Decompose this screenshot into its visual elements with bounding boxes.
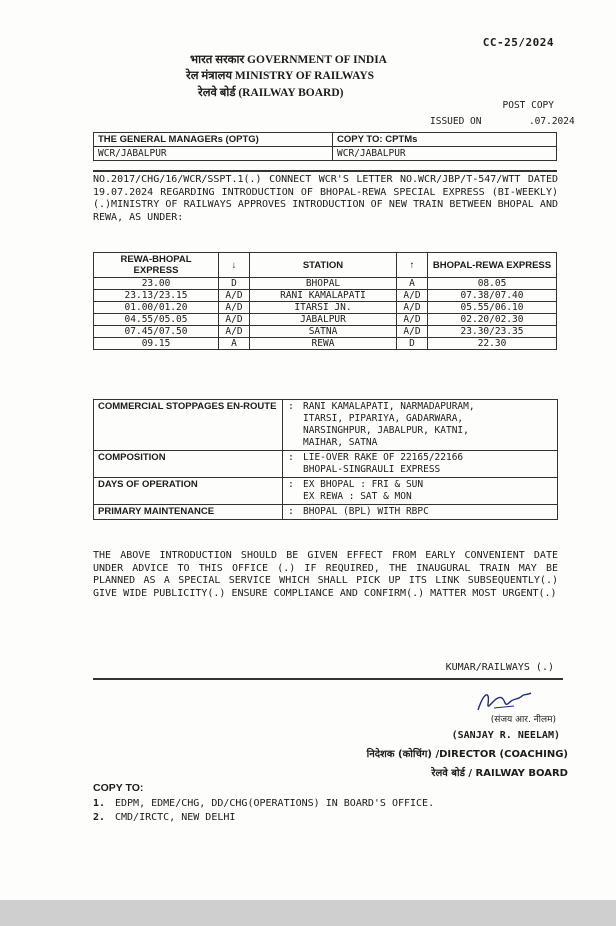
header-government: भारत सरकार GOVERNMENT OF INDIA <box>190 54 387 66</box>
to-place: WCR/JABALPUR <box>94 147 333 161</box>
timetable-header-down-train: REWA-BHOPAL EXPRESS <box>94 253 219 278</box>
up-ad: A/D <box>397 326 428 338</box>
detail-label: PRIMARY MAINTENANCE <box>94 505 283 520</box>
header-ministry: रेल मंत्रालय MINISTRY OF RAILWAYS <box>186 70 375 82</box>
detail-line: EX REWA : SAT & MON <box>303 491 412 502</box>
detail-label: COMMERCIAL STOPPAGES EN-ROUTE <box>94 400 283 451</box>
station: JABALPUR <box>250 314 397 326</box>
up-ad: A <box>397 278 428 290</box>
up-time: 08.05 <box>428 278 557 290</box>
copy-to-title: COPY TO: <box>93 782 144 794</box>
table-row <box>94 302 557 314</box>
detail-line: EX BHOPAL : FRI & SUN <box>303 479 424 490</box>
table-row <box>94 278 557 290</box>
detail-row-maintenance: PRIMARY MAINTENANCE : BHOPAL (BPL) WITH RBPC <box>94 505 558 520</box>
down-time: 01.00/01.20 <box>94 302 219 314</box>
signatory-hindi-name: (संजय आर. नीलम) <box>490 715 556 725</box>
down-ad: A/D <box>219 290 250 302</box>
down-ad: A/D <box>219 302 250 314</box>
timetable-header-station: STATION <box>250 253 397 278</box>
down-time: 07.45/07.50 <box>94 326 219 338</box>
signatory-board: रेलवे बोर्ड / RAILWAY BOARD <box>431 768 568 779</box>
detail-line: RANI KAMALAPATI, NARMADAPURAM, <box>303 401 475 412</box>
sign-off: KUMAR/RAILWAYS (.) <box>445 662 554 673</box>
detail-label: COMPOSITION <box>94 451 283 478</box>
detail-line: LIE-OVER RAKE OF 22165/22166 <box>303 452 464 463</box>
detail-row-days: DAYS OF OPERATION : EX BHOPAL : FRI & SUN EX REWA : SAT & MON <box>94 478 558 505</box>
down-ad: A <box>219 338 250 350</box>
detail-line: NARSINGHPUR, JABALPUR, KATNI, <box>303 425 469 436</box>
signatory-name: (SANJAY R. NEELAM) <box>451 730 560 741</box>
to-title: THE GENERAL MANAGERs (OPTG) <box>94 133 333 147</box>
issued-on-label: ISSUED ON <box>430 116 482 127</box>
copy-place: WCR/JABALPUR <box>333 147 557 161</box>
divider <box>93 678 563 680</box>
down-ad: D <box>219 278 250 290</box>
down-time: 23.00 <box>94 278 219 290</box>
table-row <box>94 338 557 350</box>
detail-label: DAYS OF OPERATION <box>94 478 283 505</box>
down-ad: A/D <box>219 326 250 338</box>
list-text: EDPM, EDME/CHG, DD/CHG(OPERATIONS) IN BOARD'S OFFICE. <box>115 798 435 809</box>
reference-number: CC-25/2024 <box>482 36 554 49</box>
down-arrow-icon: ↓ <box>219 253 250 278</box>
list-text: CMD/IRCTC, NEW DELHI <box>115 812 236 823</box>
up-ad: D <box>397 338 428 350</box>
up-time: 05.55/06.10 <box>428 302 557 314</box>
down-time: 09.15 <box>94 338 219 350</box>
station: SATNA <box>250 326 397 338</box>
timetable <box>93 252 557 350</box>
timetable-header-up-train: BHOPAL-REWA EXPRESS <box>428 253 557 278</box>
post-copy-label: POST COPY <box>502 100 554 111</box>
table-row <box>94 314 557 326</box>
up-arrow-icon: ↑ <box>397 253 428 278</box>
closing-paragraph: THE ABOVE INTRODUCTION SHOULD BE GIVEN EFFECT FROM EARLY CONVENIENT DATE UNDER ADVICE TO THIS OFFICE (.) IF REQUIRED, THE INAUGURAL TRAIN MAY BE PLANNED AS A SPECIAL SERVICE WHICH SHALL PICK UP ITS LINK SUBSEQUENTLY(.) GIVE WIDE PUBLICITY(.) ENSURE COMPLIANCE AND CONFIRM(.) MATTER MOST URGENT(.) <box>93 550 558 599</box>
list-item <box>93 798 434 809</box>
divider <box>93 170 557 172</box>
up-time: 02.20/02.30 <box>428 314 557 326</box>
down-time: 23.13/23.15 <box>94 290 219 302</box>
up-ad: A/D <box>397 290 428 302</box>
list-item <box>93 812 235 823</box>
signatory-designation: निदेशक (कोचिंग) /DIRECTOR (COACHING) <box>366 749 568 760</box>
issued-on-date: .07.2024 <box>528 116 575 127</box>
address-table <box>93 132 557 161</box>
station: ITARSI JN. <box>250 302 397 314</box>
issued-on <box>430 116 575 127</box>
up-time: 07.38/07.40 <box>428 290 557 302</box>
details-table <box>93 399 558 520</box>
down-ad: A/D <box>219 314 250 326</box>
detail-row-stoppages: COMMERCIAL STOPPAGES EN-ROUTE : RANI KAMALAPATI, NARMADAPURAM, ITARSI, PIPARIYA, GADARWARA, NARSINGHPUR, JABALPUR, KATNI, MAIHAR, SATNA <box>94 400 558 451</box>
detail-line: MAIHAR, SATNA <box>303 437 378 448</box>
header-railway-board: रेलवे बोर्ड (RAILWAY BOARD) <box>198 87 344 99</box>
table-row <box>94 326 557 338</box>
list-number: 1. <box>93 798 106 809</box>
up-time: 23.30/23.35 <box>428 326 557 338</box>
copy-title: COPY TO: CPTMs <box>333 133 557 147</box>
up-ad: A/D <box>397 302 428 314</box>
list-number: 2. <box>93 812 106 823</box>
detail-row-composition: COMPOSITION : LIE-OVER RAKE OF 22165/22166 BHOPAL-SINGRAULI EXPRESS <box>94 451 558 478</box>
up-time: 22.30 <box>428 338 557 350</box>
detail-line: BHOPAL (BPL) WITH RBPC <box>303 506 429 517</box>
up-ad: A/D <box>397 314 428 326</box>
down-time: 04.55/05.05 <box>94 314 219 326</box>
station: RANI KAMALAPATI <box>250 290 397 302</box>
station: BHOPAL <box>250 278 397 290</box>
intro-paragraph: NO.2017/CHG/16/WCR/SSPT.1(.) CONNECT WCR'S LETTER NO.WCR/JBP/T-547/WTT DATED 19.07.2024 REGARDING INTRODUCTION OF BHOPAL-REWA SPECIAL EXPRESS (BI-WEEKLY) (.)MINISTRY OF RAILWAYS APPROVES INTRODUCTION OF NEW TRAIN BETWEEN BHOPAL AND REWA, AS UNDER: <box>93 174 558 223</box>
scan-bottom-edge <box>0 900 616 926</box>
detail-line: ITARSI, PIPARIYA, GADARWARA, <box>303 413 464 424</box>
detail-line: BHOPAL-SINGRAULI EXPRESS <box>303 464 441 475</box>
table-row <box>94 290 557 302</box>
station: REWA <box>250 338 397 350</box>
